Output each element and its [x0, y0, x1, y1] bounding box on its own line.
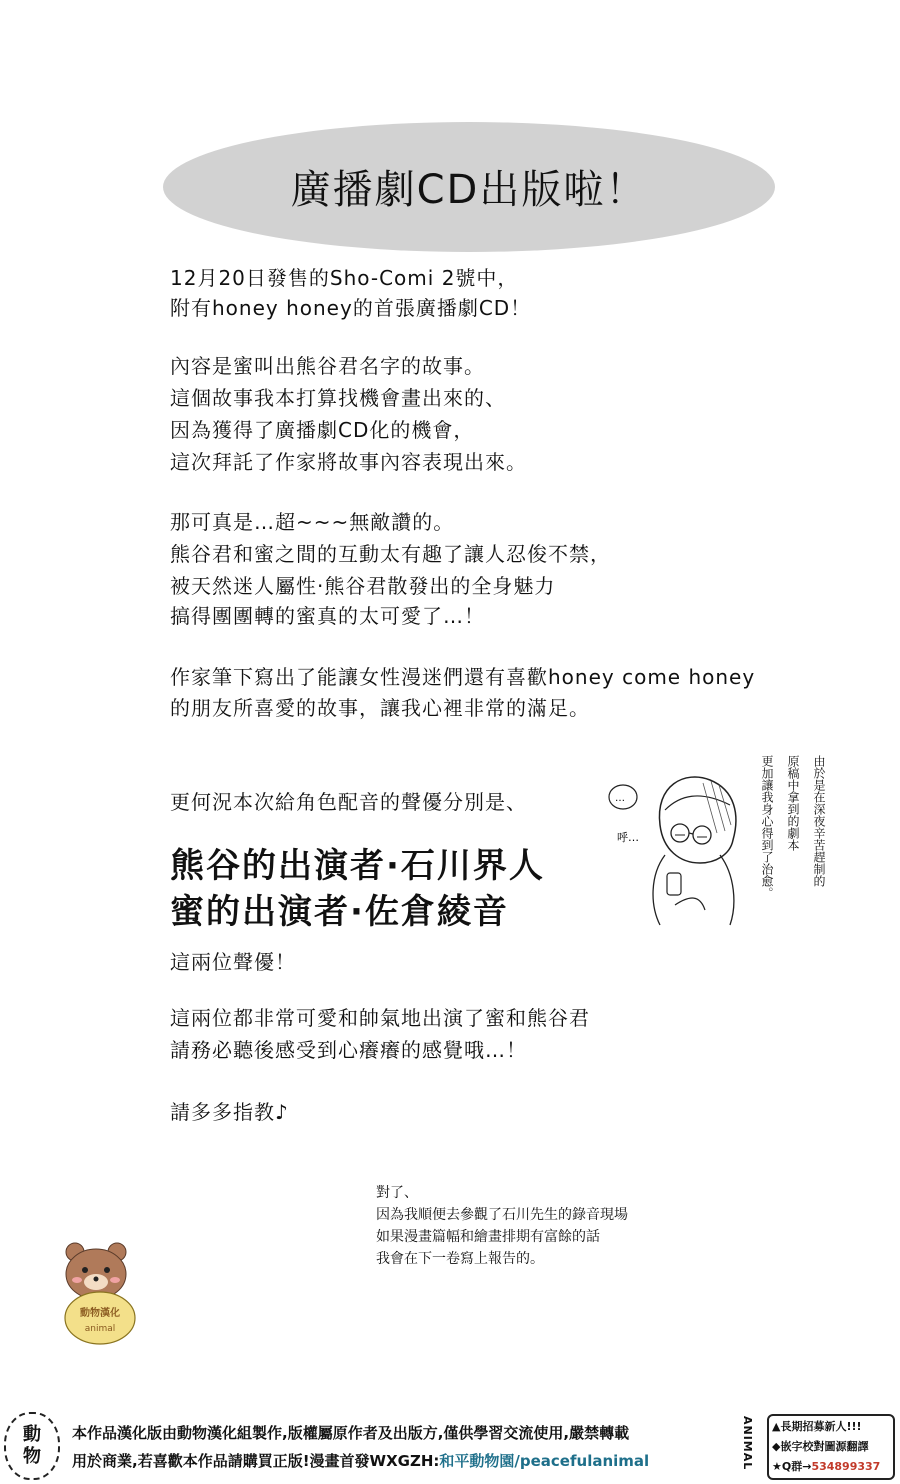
page-title: 廣播劇CD出版啦！ — [290, 167, 648, 213]
cast-line-mitsu: 蜜的出演者·佐倉綾音 — [170, 892, 509, 932]
body-line: 被天然迷人屬性·熊谷君散發出的全身魅力 — [170, 574, 556, 598]
body-line: 搞得團團轉的蜜真的太可愛了…！ — [170, 604, 485, 628]
body-line: 這次拜託了作家將故事內容表現出來。 — [170, 450, 527, 474]
cast-line-kumagai: 熊谷的出演者·石川界人 — [170, 846, 545, 886]
note-line: 我會在下一卷寫上報告的。 — [376, 1251, 544, 1267]
recruit-line-qq — [772, 1458, 880, 1474]
body-line: 內容是蜜叫出熊谷君名字的故事。 — [170, 354, 485, 378]
side-note-col: 由於是在深夜辛苦趕制的 — [812, 755, 826, 887]
recruit-line: ◆嵌字校對圖源翻譯 — [772, 1440, 869, 1453]
footer-disclaimer-line2 — [72, 1450, 649, 1471]
footer-logo-top: 動 — [23, 1424, 41, 1445]
side-note-col: 更加讓我身心得到了治愈。 — [760, 755, 774, 899]
body-line: 熊谷君和蜜之間的互動太有趣了讓人忍俊不禁， — [170, 542, 611, 566]
stamp-bottom-text: animal — [84, 1324, 116, 1334]
side-note-col: 原稿中拿到的劇本 — [786, 755, 800, 851]
note-line: 如果漫畫篇幅和繪畫排期有富餘的話 — [376, 1229, 600, 1245]
footer-brand-link[interactable]: 和平動物園/peacefulanimal — [439, 1452, 650, 1470]
footer — [0, 1406, 900, 1484]
bubble-dots: … — [615, 793, 625, 804]
body-line: 那可真是…超~~~無敵讚的。 — [170, 510, 455, 534]
note-line: 對了、 — [376, 1185, 418, 1201]
body-line: 請多多指教♪ — [170, 1100, 289, 1124]
footer-vertical-label: ANIMAL — [741, 1416, 754, 1471]
qq-number[interactable]: 534899337 — [811, 1460, 881, 1473]
body-line: 的朋友所喜愛的故事，讓我心裡非常的滿足。 — [170, 696, 590, 720]
body-line: 因為獲得了廣播劇CD化的機會， — [170, 418, 475, 442]
footer-disclaimer-line1: 本作品漢化版由動物漢化組製作,版權屬原作者及出版方,僅供學習交流使用,嚴禁轉載 — [72, 1424, 630, 1442]
body-line: 這個故事我本打算找機會畫出來的、 — [170, 386, 506, 410]
body-line: 附有honey honey的首張廣播劇CD！ — [170, 296, 532, 320]
sigh-text: 呼… — [617, 831, 639, 844]
bear-mascot-icon — [55, 1238, 145, 1348]
body-line: 作家筆下寫出了能讓女性漫迷們還有喜歡honey come honey — [170, 665, 756, 689]
body-line: 12月20日發售的Sho-Comi 2號中， — [170, 266, 519, 290]
footer-line2-prefix: 用於商業,若喜歡本作品請購買正版!漫畫首發WXGZH: — [72, 1452, 440, 1470]
recruit-line: ▲長期招募新人!!! — [772, 1420, 862, 1433]
body-line: 這兩位聲優！ — [170, 950, 296, 974]
stamp-top-text: 動物漢化 — [80, 1308, 120, 1319]
body-line: 請務必聽後感受到心癢癢的感覺哦…！ — [170, 1038, 527, 1062]
footer-logo — [4, 1412, 60, 1480]
footer-logo-bottom: 物 — [23, 1446, 41, 1467]
body-line: 更何況本次給角色配音的聲優分別是、 — [170, 790, 527, 814]
author-sketch — [605, 755, 755, 930]
qq-prefix: ★Q群→ — [772, 1460, 812, 1473]
body-line: 這兩位都非常可愛和帥氣地出演了蜜和熊谷君 — [170, 1006, 590, 1030]
note-line: 因為我順便去參觀了石川先生的錄音現場 — [376, 1207, 628, 1223]
